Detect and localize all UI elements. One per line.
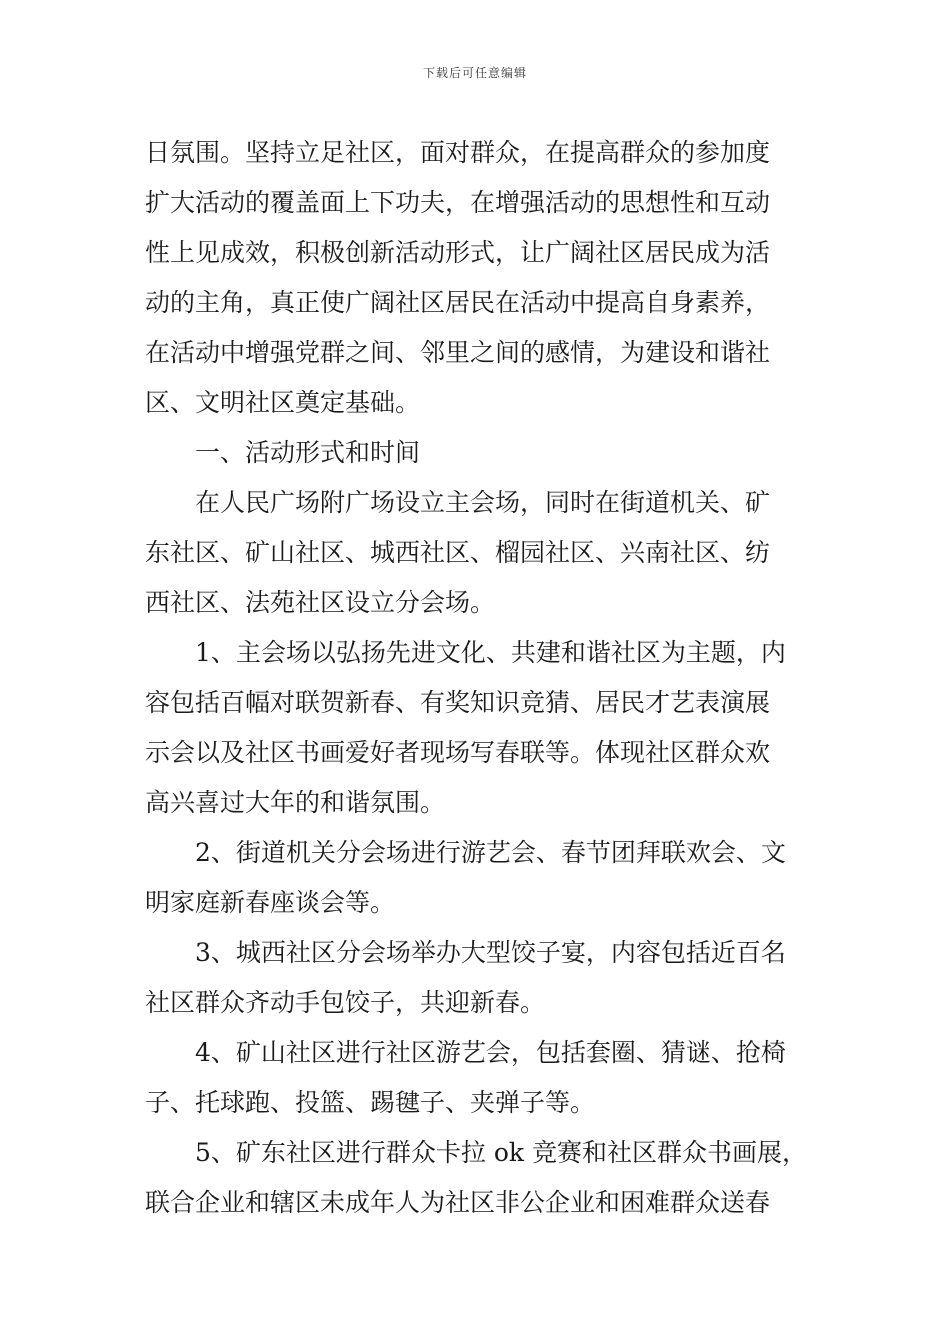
paragraph <box>145 128 810 428</box>
paragraph <box>145 478 810 628</box>
text-line: 扩大活动的覆盖面上下功夫，在增强活动的思想性和互动 <box>145 188 771 217</box>
text-line: 示会以及社区书画爱好者现场写春联等。体现社区群众欢 <box>145 738 771 767</box>
text-line: 2、街道机关分会场进行游艺会、春节团拜联欢会、文 <box>195 838 786 867</box>
text-line: 日氛围。坚持立足社区，面对群众，在提高群众的参加度 <box>145 138 771 167</box>
text-line: 性上见成效，积极创新活动形式，让广阔社区居民成为活 <box>145 238 771 267</box>
text-line: 在活动中增强党群之间、邻里之间的感情，为建设和谐社 <box>145 338 771 367</box>
text-line: 动的主角，真正使广阔社区居民在活动中提高自身素养， <box>145 288 771 317</box>
paragraph <box>145 928 810 1028</box>
text-line: 3、城西社区分会场举办大型饺子宴，内容包括近百名 <box>195 938 786 967</box>
text-line: 子、托球跑、投篮、踢毽子、夹弹子等。 <box>145 1088 596 1117</box>
text-line: 区、文明社区奠定基础。 <box>145 388 421 417</box>
text-line: 1、主会场以弘扬先进文化、共建和谐社区为主题，内 <box>195 638 786 667</box>
text-line: 社区群众齐动手包饺子，共迎新春。 <box>145 988 546 1017</box>
section-heading <box>145 428 810 478</box>
text-line: 东社区、矿山社区、城西社区、榴园社区、兴南社区、纺 <box>145 538 771 567</box>
paragraph <box>145 628 810 828</box>
text-line: 西社区、法苑社区设立分会场。 <box>145 588 496 617</box>
text-line: 联合企业和辖区未成年人为社区非公企业和困难群众送春 <box>145 1188 771 1217</box>
text-line: 在人民广场附广场设立主会场，同时在街道机关、矿 <box>195 488 771 517</box>
document-body <box>145 128 810 1228</box>
paragraph <box>145 1028 810 1128</box>
text-line: 4、矿山社区进行社区游艺会，包括套圈、猜谜、抢椅 <box>195 1038 786 1067</box>
text-line: 5、矿东社区进行群众卡拉 ok 竞赛和社区群众书画展， <box>195 1138 808 1167</box>
text-line: 一、活动形式和时间 <box>195 438 421 467</box>
paragraph <box>145 1128 810 1228</box>
text-line: 容包括百幅对联贺新春、有奖知识竞猜、居民才艺表演展 <box>145 688 771 717</box>
text-line: 明家庭新春座谈会等。 <box>145 888 396 917</box>
text-line: 高兴喜过大年的和谐氛围。 <box>145 788 446 817</box>
paragraph <box>145 828 810 928</box>
page-header: 下载后可任意编辑 <box>422 66 527 80</box>
